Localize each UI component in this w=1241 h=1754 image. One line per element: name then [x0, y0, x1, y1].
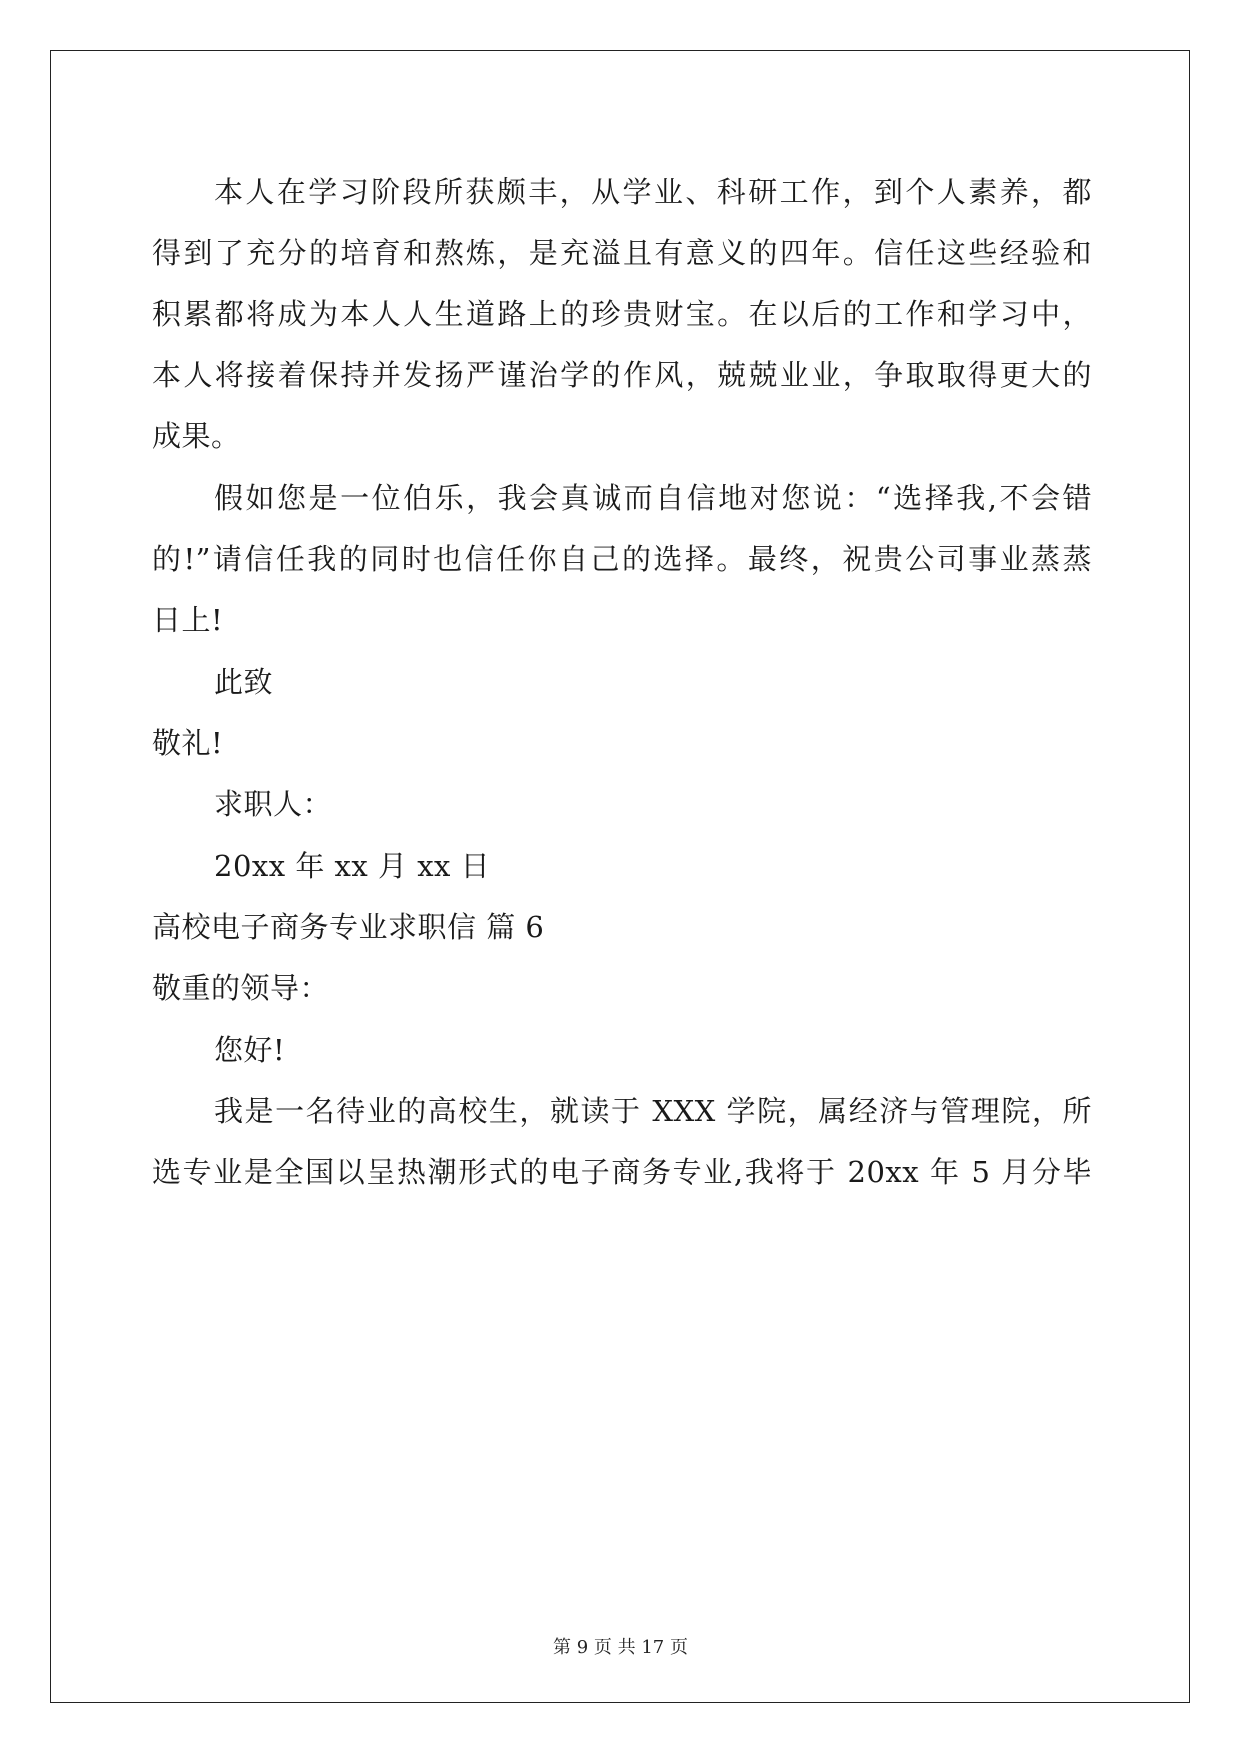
- paragraph-line: 我是一名待业的高校生，就读于 XXX 学院，属经济与管理院，所: [214, 1094, 1092, 1128]
- greeting-hello: 您好!: [214, 1033, 286, 1067]
- page-number-footer: 第 9 页 共 17 页: [553, 1637, 688, 1658]
- paragraph-line: 假如您是一位伯乐，我会真诚而自信地对您说：“选择我,不会错: [214, 481, 1092, 515]
- paragraph-line: 选专业是全国以呈热潮形式的电子商务专业,我将于 20xx 年 5 月分毕: [152, 1155, 1092, 1189]
- paragraph-line: 积累都将成为本人人生道路上的珍贵财宝。在以后的工作和学习中，: [152, 297, 1092, 331]
- paragraph-line: 的!”请信任我的同时也信任你自己的选择。最终，祝贵公司事业蒸蒸: [152, 542, 1092, 576]
- section-heading: 高校电子商务专业求职信 篇 6: [152, 910, 545, 944]
- signature-label: 求职人：: [214, 787, 333, 821]
- closing-regards: 敬礼!: [152, 726, 224, 760]
- paragraph-line: 日上!: [152, 603, 224, 637]
- greeting: 敬重的领导：: [152, 971, 330, 1005]
- closing-salutation: 此致: [214, 665, 274, 699]
- paragraph-line: 本人在学习阶段所获颇丰，从学业、科研工作，到个人素养，都: [214, 175, 1092, 209]
- paragraph-line: 成果。: [152, 419, 241, 453]
- paragraph-line: 本人将接着保持并发扬严谨治学的作风，兢兢业业，争取取得更大的: [152, 358, 1092, 392]
- paragraph-line: 得到了充分的培育和熬炼，是充溢且有意义的四年。信任这些经验和: [152, 236, 1092, 270]
- signature-date: 20xx 年 xx 月 xx 日: [214, 849, 491, 883]
